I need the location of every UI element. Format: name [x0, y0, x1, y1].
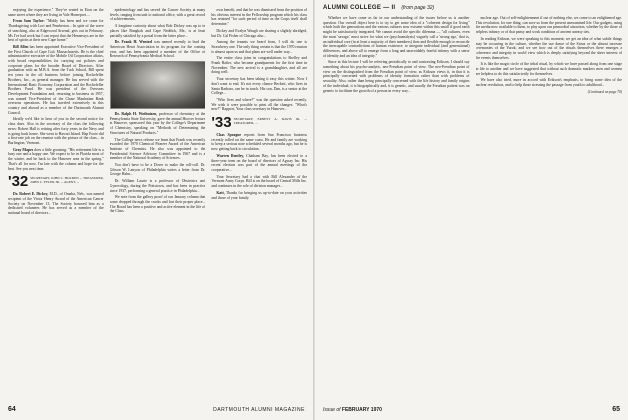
paragraph-text: does a little grousing: "His retirement life is a busy one and a happy one. We expect to be in Florida most of the winter, and be back to the Hanover area in the spring." That's all for now. I'm late with the column and hope for the best. See you next time. — [8, 147, 104, 171]
article-part: II — [391, 5, 396, 11]
paragraph-text: "Who lives and where?" was the question asked recently. We wish it were possible to print all the changes. "What's new?" Rapport, Your class secretary in Hanover... — [211, 97, 308, 112]
paragraph-text: epidemiology and has served the Cancer Society at many levels, ranging from unit to national office, with a great record of achievements. — [109, 8, 206, 22]
paragraph-text: Chatham Bay, has been elected to a three-year term on the board of directors of Agway Inc. His recent election was part of the annual meetings of the cooperative... — [211, 153, 308, 172]
class-year: '32 — [8, 173, 29, 191]
paragraph — [211, 56, 307, 75]
portrait-photo — [110, 61, 206, 109]
paragraph-text: professor of chemistry at the Pennsylvania State University, gave the annual Hoover lecture at Hanover, sponsored this year by the College's Department of Chemistry, speaking on "Methods of Determining the Structures of Natural Products." — [109, 112, 206, 135]
paragraph — [211, 191, 307, 200]
right-column-2 — [476, 16, 623, 402]
paragraph-lead: Gray Mapes — [13, 147, 34, 152]
left-page-footer — [8, 406, 305, 415]
paragraph-text: Dr. William Laurie is a professor of Obstetrics and Gynecology, during the Pottstown, and has been in practice since 1937, performing a general practice in Philadelphia... — [109, 179, 206, 193]
magazine-title: DARTMOUTH ALUMNI MAGAZINE — [213, 407, 305, 413]
issue-month: FEBRUARY 1970 — [341, 407, 382, 413]
class-officers: SECRETARY, ERNEST A. DAVIS JR. ... TREASURER, ... — [233, 117, 308, 126]
paragraph-text: M.D., of Omaha, Neb., was named recipient of the Victor Henry Award of the American Cancer Society on November 13. The Society honored him as a dedicated volunteer. He has served as a member of the national board of directors... — [8, 192, 104, 216]
paragraph — [211, 40, 307, 54]
paragraph-lead: Warren Bentley, — [216, 153, 245, 158]
paragraph — [476, 37, 623, 61]
page-number: 64 — [8, 406, 16, 413]
issue-prefix: Issue of — [323, 407, 341, 413]
left-column-1 — [8, 8, 104, 402]
class-heading — [211, 116, 307, 130]
column-text — [211, 133, 307, 200]
paragraph — [211, 175, 307, 189]
paragraph — [8, 192, 104, 216]
paragraph — [476, 16, 623, 35]
right-page — [315, 0, 628, 420]
paragraph — [211, 98, 307, 112]
column-text — [110, 112, 206, 214]
paragraph — [8, 45, 104, 116]
paragraph — [110, 163, 206, 177]
left-page — [0, 0, 313, 420]
right-column-1 — [323, 16, 470, 402]
paragraph-text: own benefit, and that he was dismissed from the position of his obvious interest in the Fellowship program which his class has retained "for such period of time as the Corps itself shall determine." — [211, 8, 308, 27]
column-text — [110, 8, 206, 59]
class-year: '33 — [211, 114, 232, 132]
paragraph-lead: Chas Sprague — [216, 133, 242, 138]
column-text — [211, 8, 307, 112]
paragraph — [8, 117, 104, 145]
continued-from: (from page 32) — [401, 5, 435, 11]
left-page-columns — [8, 8, 307, 402]
paragraph-text: The College news release we learn that Frank was recently awarded the 1970 Chemical Pioneer Award of the American Institute of Chemists. He also was appointed to the Presidential Science Advisory Committee in 1967 and is a member of the National Academy of Sciences. — [109, 137, 206, 161]
paragraph — [110, 8, 206, 22]
paragraph-text: A longtime curiosity about what Bob Dickey was up to in places like Bangkok and Cape Neddick, Me., is at least partially satisfied by a postal from the latter place... — [109, 24, 206, 38]
paragraph — [323, 16, 470, 58]
paragraph-text: In reading Erikson, we were speaking to this moment; we get an idea of what subtle things may be occurring in the culture, whether the use dance of the Sioux or the almost increase ceremonies of the Yurok; and we see how out of the rituals themselves there emerges a coherence and integrity in world view which is deeply satisfying beyond the sheer interest of the events themselves. — [475, 36, 622, 60]
paragraph-text: Your secretary has been taking it easy this winter. Now I don't want to end. It's not every chance Beckett, who lives in Santa Barbara, can be in touch. His son, Dan, is a senior at the College... — [211, 77, 308, 96]
paragraph — [110, 195, 206, 214]
paragraph-text: It is like the magic circle of the tribal ritual, by which we have passed along from one stage in life to another and we have suggested that without such dramatic markers men and women are helpless to do this satisfactorily for themselves. — [475, 62, 622, 76]
paragraph-text: reports from San Francisco business recently rolled on the same coast. He and family are working to keep a serious note scheduled several months ago, but he is now getting back to circulation. — [211, 133, 308, 152]
paragraph-text: Thanks for bringing us up-to-date on your activities and those of your family. — [211, 190, 308, 200]
paragraph — [8, 19, 104, 43]
column-text — [8, 8, 104, 171]
paragraph-text: Since in this lecture I will be referring periodically to and contrasting Erikson, I should say something about his psycho-analytic, neo-Freudian point of view. The neo-Freudian point of view on the distinguished from the Freudian point of view, as Erikson views it, in that it is principally concerned with problems of identity formation rather than with problems of sexuality. Also, rather than being principally concerned with the life history and family origins of the individual, it is biographically and, it is genetic, and usually the Freudian patient was on generic to facilitate the growth of a person in every way... — [323, 60, 470, 93]
paragraph — [110, 24, 206, 38]
paragraph-lead: From Sam Taylor: — [13, 19, 45, 24]
page-number: 65 — [612, 406, 620, 413]
paragraph — [323, 60, 470, 93]
paragraph — [211, 77, 307, 96]
article-title — [323, 5, 395, 11]
paragraph — [211, 133, 307, 152]
article-running-head — [323, 5, 620, 13]
class-officers: SECRETARY, JOHN C. HOLDEN ... TREASURER, JOHN C. FYLER JR. ... AGENT, ... — [30, 176, 104, 185]
paragraph-text: The entire class joins in congratulations to Shelley and Frank Rafter, who became grandparents for the first time in November. The new arrival is a granddaughter, and all are doing well. — [211, 56, 308, 75]
paragraph-text: We note from the gallery proof of our January column that some dropped through the cracks and lost their proper place... The Board has been a positive and active element in the life of the Class. — [109, 195, 206, 214]
left-column-3 — [211, 8, 307, 402]
paragraph — [110, 112, 206, 136]
paragraph-text: Dickey and Evalyn Waugh are sharing a slightly abridged, but Dr. Cal Fisher of Chicago also... — [211, 28, 308, 38]
paragraph-lead: Bill Allen — [13, 44, 29, 49]
class-heading — [8, 175, 104, 189]
paragraph — [110, 179, 206, 193]
paragraph — [110, 40, 206, 59]
right-page-columns — [323, 16, 622, 402]
column-text — [323, 16, 470, 93]
paragraph-text: You don't have to be a Dover to make the roll-call. Dr. Gibson W. Lanyon of Philadelphia writes a letter from Dr. George Hahn... — [109, 163, 206, 177]
paragraph-text: "Middy has been and we come for Thanksgiving with Lori and Pemberton... In spite of the wave of searching, also at Edgewood Arsenal, gets out in February. Ms I've had work but I can report that the Hennessys are in the best of spirits at their new Cape home." — [8, 19, 104, 43]
paragraph-lead: Dr. Ralph H. Wothuizen, — [114, 112, 158, 117]
column-text — [476, 16, 623, 88]
paragraph-text: We have also tried, more in accord with Erikson's emphasis, to bring some idea of the nuclear revolution, and to help those stressing the passage from youth to adulthood... — [475, 78, 622, 88]
right-page-footer — [323, 406, 620, 415]
paragraph — [211, 8, 307, 27]
paragraph — [211, 154, 307, 173]
paragraph-lead: Dr. Frank H. Wentzel — [114, 40, 153, 45]
paragraph — [476, 78, 623, 87]
paragraph-text: Among the tenants we heard from, I will do one is Strawberry one. The only thing certain is that the 1970 reunion is almost upon us and that plans are well under way... — [211, 40, 308, 54]
paragraph-text: enjoying the experience." They've rented in Eton on the same street where they are living in Vale Homeport.... — [8, 8, 104, 17]
article-title-text: ALUMNI COLLEGE — — [323, 5, 390, 11]
paragraph-text: has been appointed Executive Vice-President of the First Church of Cape Cod, Massachusetts. He is the chief administrative executive of the Mobile Oil Corporation affairs, with broad responsibilities for carrying out policies and corporate plans for the broader Board of Directors. After graduation with an M.B.A. from the Tuck School, Bill spent ten years in the oil business before joining Rockefeller Brothers, Inc., as general manager. He has served with the International Basic Economy Corporation and the Rockefeller Brothers Fund. He was president of the Overseas Development Foundation and, returning to business in 1957, was named Vice-President of the Chase Manhattan Bank overseas operations. He has traveled extensively in this country and abroad as a member of the Dartmouth Alumni Council. — [8, 44, 104, 115]
continued-on: (Continued on page 70) — [587, 89, 622, 94]
paragraph — [8, 148, 104, 172]
paragraph-text: Your Secretary had a chat with Bill Alexander of the Vermont Army Corps. Bill is on the board of Central Mills Inc. and continues in the role of division manager... — [211, 174, 308, 189]
paragraph-text: Ideally we'd like to hear of you in the second notice for class dues. Also in the secretary of the class the following news: Robert Hall is retiring after forty years in the Navy and is going back home. She went to Hawaii Island. Hap Foote did a first-rate job on the reunion with the picture of the class... in Burlington, Vermont. — [8, 117, 104, 145]
paragraph — [211, 29, 307, 38]
paragraph-text: Whether we have come as far in our understanding of the issues before us is another question. Our overall object here is to try to get some idea of a "coherent design for living" which both the generations and the various cultures now existent within this small if good earth might be satisfactorily integrated. We cannot avoid the specific dilemma — "all cultures, even the most 'savage,' must strive for what we (psychoanalysts) vaguely call a 'strong ego,' that is, an individual core (in at least a majority of their members) firm and flexible enough to reconcile the inescapable contradictions of human existence; to integrate individual (and generational) differences, and above all to emerge from a long and unavoidably fearful infancy with a sense of identity and an idea of integrity." — [323, 16, 470, 58]
paragraph-text: was named recently to lead the American Heart Association in its program for the coming year, and has been appointed a member of the Office of Research of Pennsylvania Medical School. — [109, 40, 206, 59]
paragraph — [8, 8, 104, 17]
column-text — [8, 192, 104, 216]
paragraph-text: nuclear age. Out of self-enlightenment if out of nothing else, we come to an enlightened age. This revolution, for one thing, can save us from the present unexamined life. Our gadgets, using the media now available to them, to play upon our primordial attraction, whether by the those of helpless infancy or of that pansy and work condition of ancient uneasy ties. — [475, 16, 622, 35]
paragraph — [110, 138, 206, 162]
paragraph — [476, 62, 623, 76]
issue-date — [323, 407, 382, 413]
paragraph-lead: Katt, — [216, 190, 225, 195]
left-column-2 — [110, 8, 206, 402]
paragraph-lead: Dr. Robert E. Dickey, — [13, 192, 49, 197]
